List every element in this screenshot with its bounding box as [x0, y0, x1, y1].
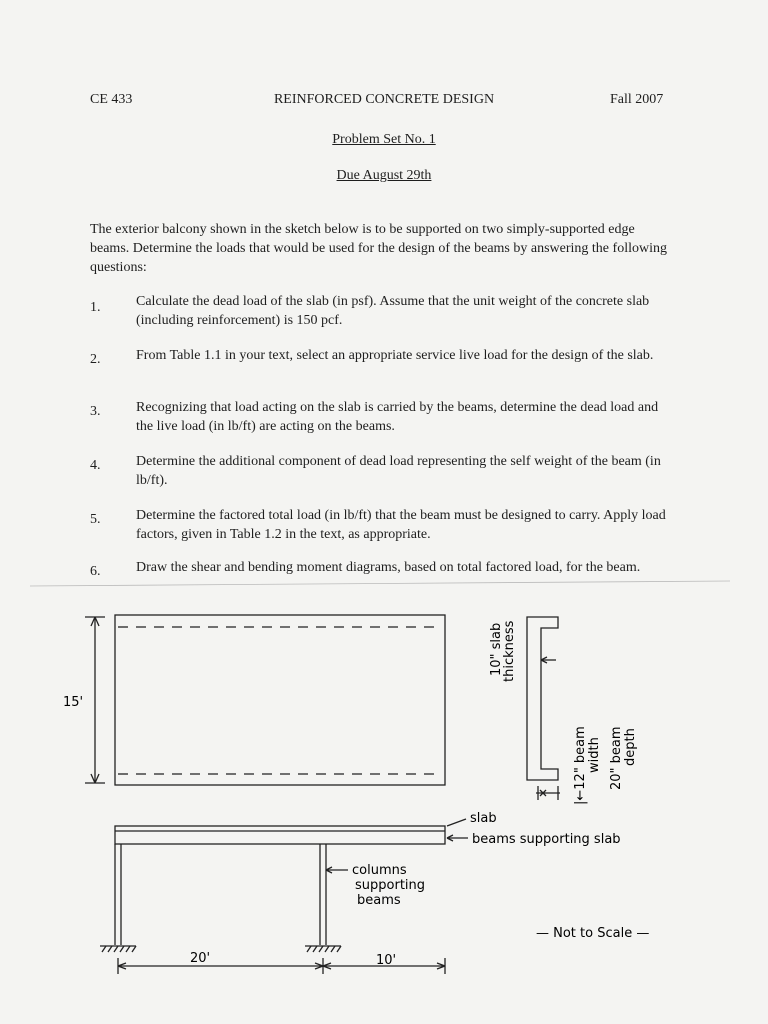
beam-width-label-2: width — [587, 737, 602, 773]
beam-width-label: |←12" beam — [573, 726, 588, 805]
cross-section — [527, 617, 560, 800]
not-to-scale-note: — Not to Scale — — [536, 926, 650, 941]
plan-dimension-label: 15' — [63, 695, 84, 710]
question-number: 3. — [90, 404, 101, 419]
due-date: Due August 29th — [336, 168, 432, 183]
span-dimension-label: 20' — [190, 951, 211, 966]
overhang-dimension-label: 10' — [376, 953, 397, 968]
columns-label-3: beams — [357, 893, 401, 908]
columns-label-2: supporting — [355, 878, 426, 893]
beams-label: beams supporting slab — [472, 832, 621, 847]
question-number: 4. — [90, 458, 101, 473]
plan-view — [85, 615, 445, 785]
question-text: Determine the factored total load (in lb/ft) that the beam must be designed to carry. Apply load factors, given in Table 1.2 in the text, as appropriate. — [136, 508, 666, 542]
question-text: Determine the additional component of dead load representing the self weight of the beam (in lb/ft). — [136, 454, 661, 488]
question-number: 6. — [90, 564, 101, 579]
elevation-view — [100, 819, 468, 974]
question-number: 2. — [90, 352, 101, 367]
question-text: Calculate the dead load of the slab (in psf). Assume that the unit weight of the concrete slab (including reinforcement) is 150 pcf. — [136, 294, 650, 328]
question-text: Draw the shear and bending moment diagrams, based on total factored load, for the beam. — [136, 560, 641, 575]
slab-beam-elevation — [115, 826, 445, 844]
beam-depth-label: 20" beam — [609, 726, 624, 790]
section-outline — [527, 617, 558, 780]
term: Fall 2007 — [610, 92, 664, 107]
course-code: CE 433 — [90, 92, 133, 107]
beam-depth-label-2: depth — [623, 728, 638, 766]
separator-line — [30, 581, 730, 586]
slab-thickness-label: 10" slab — [489, 622, 504, 676]
problem-set-title: Problem Set No. 1 — [332, 132, 436, 147]
question-text: Recognizing that load acting on the slab is carried by the beams, determine the dead load and the live load (in lb/ft) are acting on the beams. — [136, 400, 659, 434]
question-number: 1. — [90, 300, 101, 315]
slab-thickness-label-2: thickness — [502, 620, 517, 682]
question-text: From Table 1.1 in your text, select an appropriate service live load for the design of the slab. — [136, 348, 654, 363]
columns-label: columns — [352, 863, 407, 878]
question-number: 5. — [90, 512, 101, 527]
slab-leader — [447, 819, 466, 826]
intro-paragraph: The exterior balcony shown in the sketch below is to be supported on two simply-supported edge beams. Determine the loads that would be used for the design of the beams by answering the following questions: — [90, 222, 667, 275]
document-title: REINFORCED CONCRETE DESIGN — [273, 92, 495, 107]
slab-plan-outline — [115, 615, 445, 785]
slab-label: slab — [470, 811, 497, 826]
